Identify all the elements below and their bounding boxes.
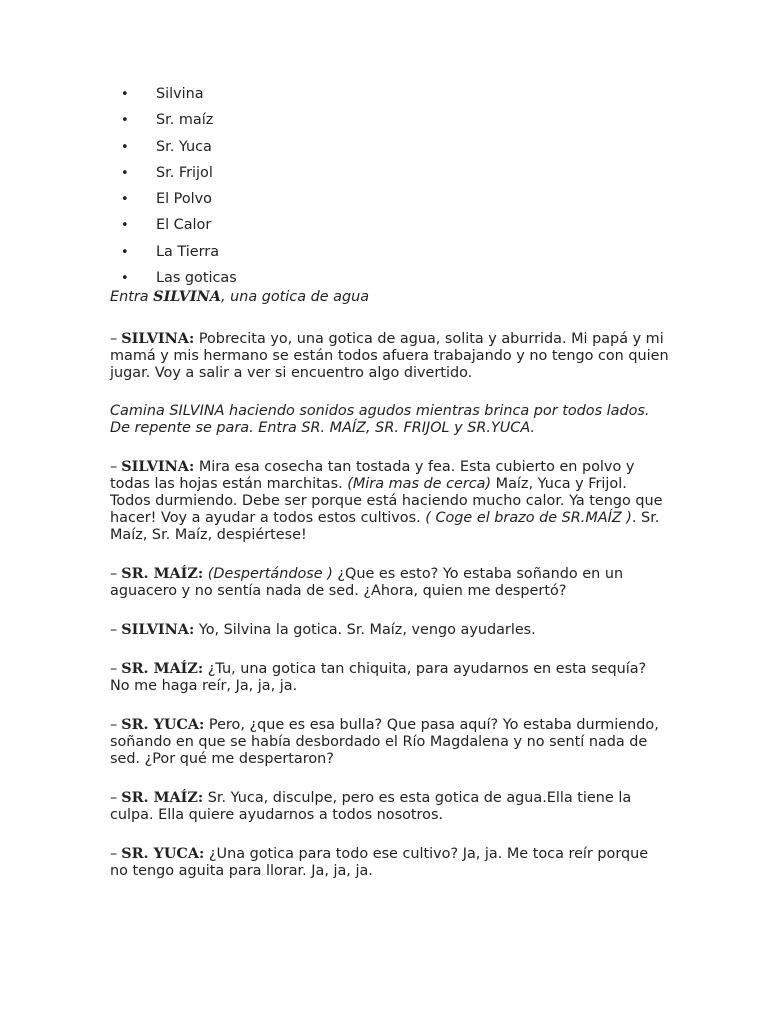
opening-stage-post: , una gotica de agua: [220, 289, 370, 305]
cast-list-item: [0, 217, 768, 243]
speaker-name: SR. YUCA:: [121, 716, 205, 733]
dialogue-dash: –: [110, 717, 118, 733]
cast-name: El Polvo: [156, 191, 212, 208]
bullet-icon: •: [121, 87, 129, 102]
bullet-icon: •: [121, 139, 129, 155]
dialogue-dash: –: [110, 846, 118, 862]
dialogue-line: [110, 716, 670, 768]
dialogue-dash: –: [110, 459, 118, 475]
dialogue-text: . Sr. Maíz, Sr. Maíz, despiértese!: [110, 510, 660, 543]
bullet-icon: •: [121, 244, 129, 260]
dialogue-dash: –: [110, 661, 118, 677]
cast-name: Sr. maíz: [156, 112, 214, 129]
opening-stage-name: SILVINA: [153, 288, 221, 305]
cast-list-item: [0, 165, 768, 191]
cast-list-item: [0, 244, 768, 270]
cast-name: Las goticas: [156, 270, 237, 287]
dialogue-dash: –: [110, 622, 118, 638]
bullet-icon: •: [121, 192, 129, 208]
bullet-icon: •: [121, 271, 129, 287]
dialogue-text: Yo, Silvina la gotica. Sr. Maíz, vengo ayudarles.: [194, 622, 536, 638]
speaker-name: SR. MAÍZ:: [121, 789, 204, 806]
dialogue-text: Pobrecita yo, una gotica de agua, solita y aburrida. Mi papá y mi mamá y mis hermano se están todos afuera trabajando y no tengo con quien jugar. Voy a salir a ver si encuentro algo divertido.: [110, 331, 669, 381]
dialogue-text: ¿Que es esto? Yo estaba soñando en un aguacero y no sentía nada de sed. ¿Ahora, quien me despertó?: [110, 566, 624, 599]
dialogue-text: ¿Tu, una gotica tan chiquita, para ayudarnos en esta sequía? No me haga reír, Ja, ja, ja.: [110, 661, 647, 694]
opening-stage-direction: [110, 288, 670, 306]
dialogue-text: Mira esa cosecha tan tostada y fea. Esta cubierto en polvo y todas las hojas están marchitas.: [110, 459, 635, 492]
bullet-icon: •: [121, 218, 129, 234]
dialogue-text: ¿Una gotica para todo ese cultivo? Ja, ja. Me toca reír porque no tengo aguita para llorar. Ja, ja, ja.: [110, 846, 649, 879]
speaker-name: SILVINA:: [121, 330, 195, 347]
dialogue-dash: –: [110, 331, 118, 347]
cast-name: Sr. Yuca: [156, 138, 212, 155]
dialogue-dash: –: [110, 790, 118, 806]
cast-name: Silvina: [156, 86, 204, 102]
dialogue-text: Pero, ¿que es esa bulla? Que pasa aquí? Yo estaba durmiendo, soñando en que se había desbordado el Río Magdalena y no sentí nada de sed. ¿Por qué me despertaron?: [110, 717, 659, 767]
cast-list-item: [0, 112, 768, 138]
script-body: [110, 288, 670, 901]
dialogue-line: [110, 458, 670, 544]
stage-direction: Camina SILVINA haciendo sonidos agudos mientras brinca por todos lados. De repente se para. Entra SR. MAÍZ, SR. FRIJOL y SR.YUCA.: [110, 403, 650, 436]
cast-list-item: [0, 86, 768, 112]
opening-stage-pre: Entra: [110, 289, 154, 305]
dialogue-line: [110, 845, 670, 880]
dialogue-text: Maíz, Yuca y Frijol. Todos durmiendo. Debe ser porque está haciendo mucho calor. Ya tengo que hacer! Voy a ayudar a todos estos cultivos.: [110, 476, 663, 526]
cast-list-item: [0, 139, 768, 165]
dialogue-line: [110, 621, 670, 639]
bullet-icon: •: [121, 165, 129, 181]
cast-name: El Calor: [156, 217, 212, 234]
bullet-icon: •: [121, 113, 129, 129]
speaker-name: SILVINA:: [121, 458, 195, 475]
speaker-name: SILVINA:: [121, 621, 195, 638]
speaker-name: SR. MAÍZ:: [121, 565, 204, 582]
dialogue-text: Sr. Yuca, disculpe, pero es esta gotica de agua.Ella tiene la culpa. Ella quiere ayudarnos a todos nosotros.: [110, 790, 632, 823]
cast-name: Sr. Frijol: [156, 164, 213, 181]
cast-list-item: [0, 191, 768, 217]
dialogue-line: [110, 330, 670, 382]
stage-aside: ( Coge el brazo de SR.MAÍZ ): [425, 510, 632, 526]
speaker-name: SR. MAÍZ:: [121, 660, 204, 677]
speaker-name: SR. YUCA:: [121, 845, 205, 862]
dialogue-line: [110, 660, 670, 695]
stage-aside: (Despertándose ): [207, 566, 333, 582]
dialogue-dash: –: [110, 566, 118, 582]
cast-list: [0, 86, 768, 296]
stage-aside: (Mira mas de cerca): [347, 476, 492, 492]
dialogue-line: [110, 789, 670, 824]
dialogue-line: [110, 565, 670, 600]
cast-name: La Tierra: [156, 243, 220, 260]
